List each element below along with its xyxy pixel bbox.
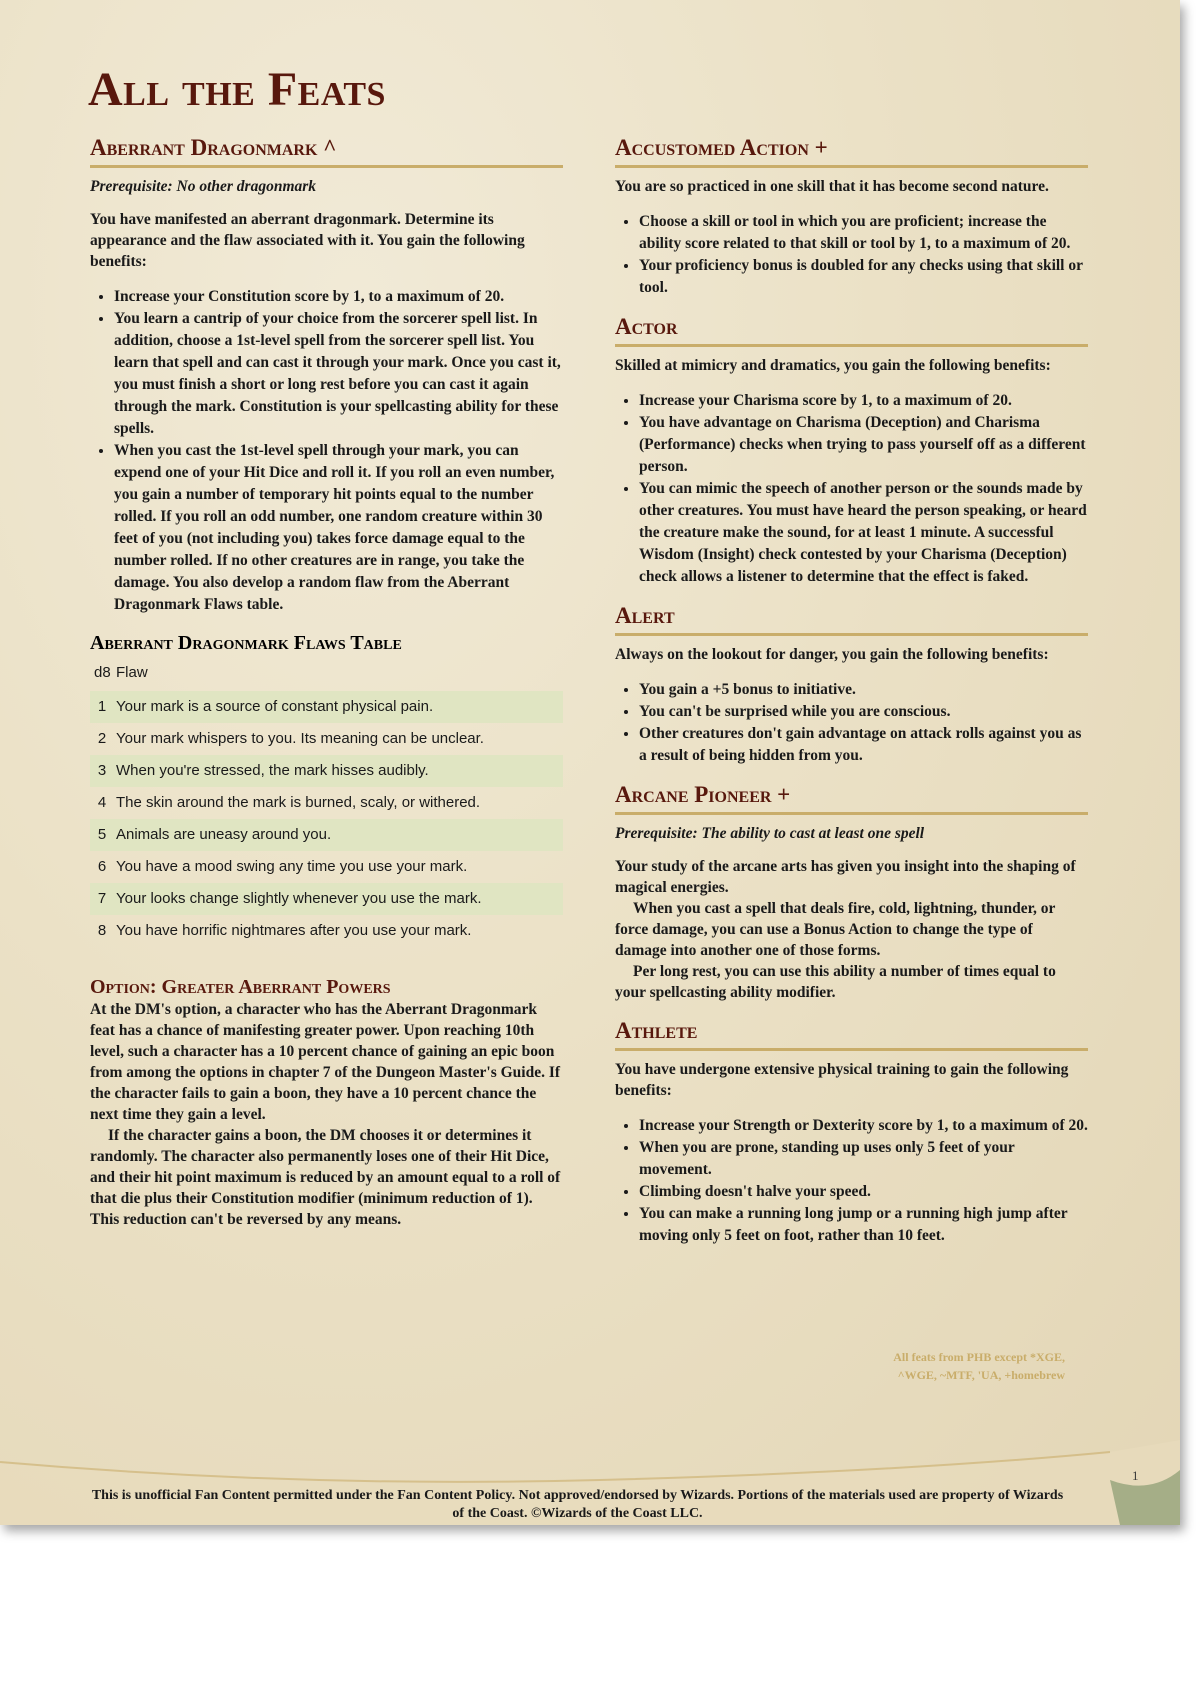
feat-paragraph: Your study of the arcane arts has given you insight into the shaping of magical energies. (615, 858, 1076, 896)
flaw-cell: When you're stressed, the mark hisses audibly. (112, 755, 563, 787)
benefit-item: • You can't be surprised while you are conscious. (639, 701, 1088, 723)
benefit-item: • When you are prone, standing up uses only 5 feet of your movement. (639, 1137, 1088, 1181)
feat-paragraph: When you cast a spell that deals fire, cold, lightning, thunder, or force damage, you can use a Bonus Action to change the type of damage into another one of those forms. (615, 900, 1056, 959)
feat-title: Aberrant Dragonmark ^ (90, 134, 563, 168)
flaw-cell: Your looks change slightly whenever you use the mark. (112, 883, 563, 915)
benefit-item: • Increase your Strength or Dexterity score by 1, to a maximum of 20. (639, 1115, 1088, 1137)
page-title: All the Feats (88, 63, 386, 116)
table-title: Aberrant Dragonmark Flaws Table (90, 632, 402, 654)
benefit-item: • You can make a running long jump or a running high jump after moving only 5 feet on foot, rather than 10 feet. (639, 1203, 1088, 1247)
feat-title: Actor (615, 313, 1088, 347)
feat-actor (615, 313, 1088, 588)
feat-intro: You have manifested an aberrant dragonmark. Determine its appearance and the flaw associated with it. You gain the following benefits: (90, 211, 525, 270)
feat-title: Athlete (615, 1017, 1088, 1051)
flaw-cell: Your mark is a source of constant physical pain. (112, 691, 563, 723)
benefit-item: • Climbing doesn't halve your speed. (639, 1181, 1088, 1203)
benefit-item: • You gain a +5 bonus to initiative. (639, 679, 1088, 701)
flaws-table-section (90, 630, 563, 947)
feat-intro: You are so practiced in one skill that it has become second nature. (615, 178, 1049, 195)
feat-prerequisite: Prerequisite: No other dragonmark (90, 178, 317, 195)
feat-intro: Always on the lookout for danger, you gain the following benefits: (615, 646, 1049, 663)
column-header-die: d8 (94, 664, 111, 681)
option-title: Option: Greater Aberrant Powers (90, 976, 391, 998)
table-header-row (90, 660, 563, 691)
option-paragraph: If the character gains a boon, the DM chooses it or determines it randomly. The character also permanently loses one of their Hit Dice, and their hit point maximum is reduced by an amount equal to a roll of that die plus their Constitution modifier (minimum reduction of 1). This reduction can't be reversed by any means. (90, 1127, 561, 1228)
table-row (90, 915, 563, 947)
benefit-item: • You learn a cantrip of your choice from the sorcerer spell list. In addition, choose a 1st-level spell from the sorcerer spell list. You learn that spell and can cast it through your mark. Once you cast it, you must finish a short or long rest before you can cast it again through the mark. Constitution is your spellcasting ability for these spells. (114, 308, 563, 440)
feat-intro: Skilled at mimicry and dramatics, you gain the following benefits: (615, 357, 1051, 374)
flaws-table (90, 660, 563, 947)
feat-benefits-list (615, 211, 1088, 299)
table-row (90, 723, 563, 755)
feat-benefits-list (90, 286, 563, 616)
left-column (90, 134, 563, 1244)
legal-footer: This is unofficial Fan Content permitted under the Fan Content Policy. Not approved/endorsed by Wizards. Portions of the materials used are property of Wizards of the Coast. ©Wizards of the Coast LLC. (91, 1488, 1064, 1521)
flaw-cell: You have horrific nightmares after you use your mark. (116, 922, 472, 939)
table-row (90, 819, 563, 851)
roll-cell: 7 (90, 883, 112, 915)
feat-title: Accustomed Action + (615, 134, 1088, 168)
feat-intro: You have undergone extensive physical training to gain the following benefits: (615, 1061, 1069, 1099)
feat-aberrant-dragonmark (90, 134, 563, 616)
feat-title: Arcane Pioneer + (615, 781, 1088, 815)
feat-title: Alert (615, 602, 1088, 636)
flaw-cell: Animals are uneasy around you. (112, 819, 563, 851)
table-row (90, 851, 563, 883)
roll-cell: 4 (97, 794, 107, 811)
feat-athlete (615, 1017, 1088, 1247)
feat-paragraph: Per long rest, you can use this ability a number of times equal to your spellcasting ability modifier. (615, 963, 1056, 1001)
roll-cell: 3 (90, 755, 112, 787)
column-header-flaw: Flaw (116, 664, 148, 681)
benefit-item: • Increase your Charisma score by 1, to a maximum of 20. (639, 390, 1088, 412)
table-row (90, 787, 563, 819)
table-row (90, 691, 563, 723)
option-greater-aberrant-powers (90, 975, 563, 1230)
feat-benefits-list (615, 679, 1088, 767)
roll-cell: 5 (90, 819, 112, 851)
table-row (90, 883, 563, 915)
feat-benefits-list (615, 1115, 1088, 1247)
roll-cell: 2 (97, 730, 107, 747)
flaw-cell: You have a mood swing any time you use your mark. (116, 858, 468, 875)
flaw-cell: Your mark whispers to you. Its meaning can be unclear. (116, 730, 484, 747)
feat-alert (615, 602, 1088, 767)
benefit-item: • When you cast the 1st-level spell through your mark, you can expend one of your Hit Dice and roll it. If you roll an even number, you gain a number of temporary hit points equal to the number rolled. If you roll an odd number, one random creature within 30 feet of you (not including you) takes force damage equal to the number rolled. If no other creatures are in range, you take the damage. You also develop a random flaw from the Aberrant Dragonmark Flaws table. (114, 440, 563, 616)
right-column (615, 134, 1088, 1261)
benefit-item: • Your proficiency bonus is doubled for any checks using that skill or tool. (639, 255, 1088, 299)
credits-line: All feats from PHB except *XGE, (893, 1350, 1065, 1364)
feat-prerequisite: Prerequisite: The ability to cast at least one spell (615, 825, 925, 842)
roll-cell: 8 (97, 922, 107, 939)
option-paragraph: At the DM's option, a character who has the Aberrant Dragonmark feat has a chance of manifesting greater power. Upon reaching 10th level, such a character has a 10 percent chance of gaining an epic boon from among the options in chapter 7 of the Dungeon Master's Guide. If the character fails to gain a boon, they have a 10 percent chance the next time they gain a level. (90, 1001, 561, 1123)
credits-line: ^WGE, ~MTF, 'UA, +homebrew (897, 1368, 1065, 1382)
benefit-item: • You have advantage on Charisma (Deception) and Charisma (Performance) checks when trying to pass yourself off as a different person. (639, 412, 1088, 478)
roll-cell: 1 (90, 691, 112, 723)
feat-benefits-list (615, 390, 1088, 588)
page-number: 1 (1132, 1468, 1139, 1483)
benefit-item: • Increase your Constitution score by 1, to a maximum of 20. (114, 286, 563, 308)
credits-note (820, 1348, 1065, 1384)
benefit-item: • Choose a skill or tool in which you are proficient; increase the ability score related to that skill or tool by 1, to a maximum of 20. (639, 211, 1088, 255)
benefit-item: • Other creatures don't gain advantage on attack rolls against you as a result of being hidden from you. (639, 723, 1088, 767)
benefit-item: • You can mimic the speech of another person or the sounds made by other creatures. You must have heard the person speaking, or heard the creature make the sound, for at least 1 minute. A successful Wisdom (Insight) check contested by your Charisma (Deception) check allows a listener to determine that the effect is faked. (639, 478, 1088, 588)
feat-accustomed-action (615, 134, 1088, 299)
table-row (90, 755, 563, 787)
roll-cell: 6 (97, 858, 107, 875)
feat-arcane-pioneer (615, 781, 1088, 1003)
flaw-cell: The skin around the mark is burned, scaly, or withered. (116, 794, 481, 811)
